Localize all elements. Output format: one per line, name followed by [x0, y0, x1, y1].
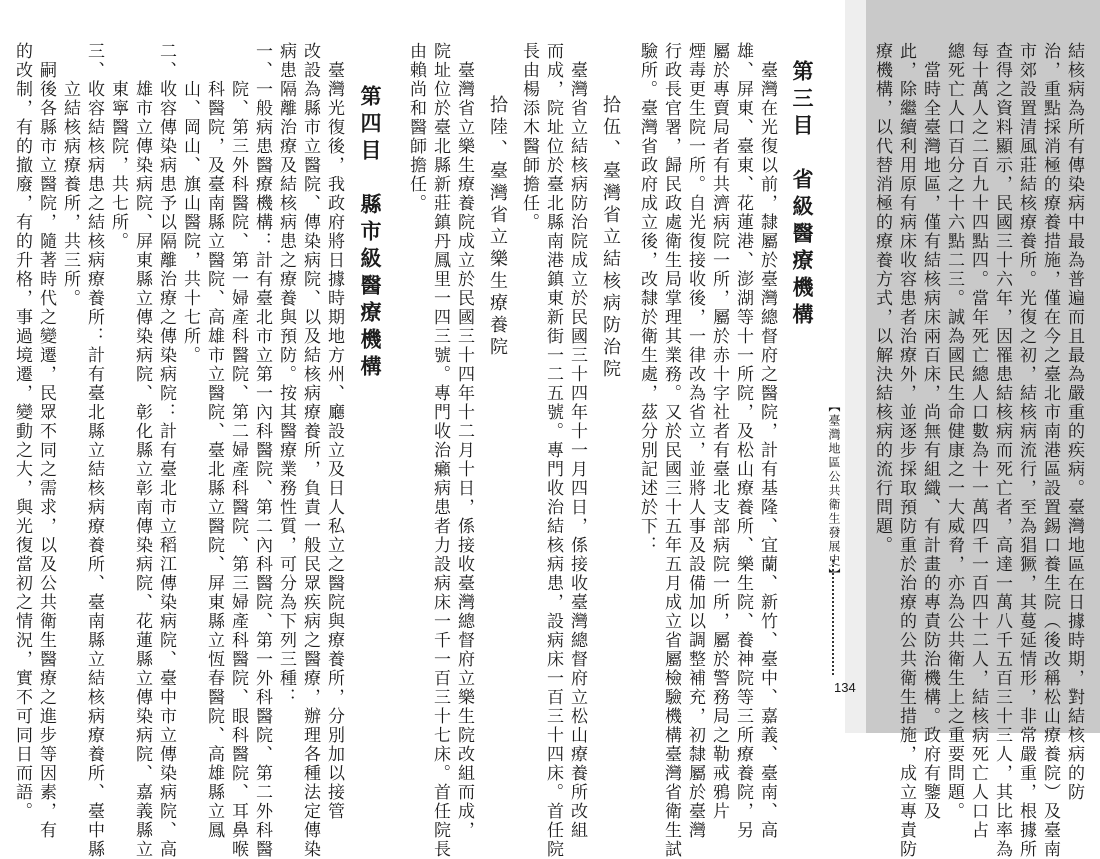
right-page-column: 療機構，以代替消極的療養方式，以解決結核病的流行問題。 — [872, 42, 892, 555]
section3-column: 雄、屏東、臺東、花蓮港、澎湖等十一所院，及松山療養所、樂生院、養神院等三所療養院，另 — [733, 42, 753, 840]
right-page-column: 此，除繼續利用原有病床收容患者治療外，並逐步採取預防重於治療的公共衛生措施，成立專責防 — [896, 42, 916, 859]
section4-column: 立結核病療養所，共三所。 — [60, 42, 80, 308]
page-number: 134 — [834, 680, 856, 695]
subsection-15-column: 而成，院址位於臺北縣南港鎮東新街一二五號。專門收治結核病患，設病床一百三十四床。首任院 — [543, 42, 563, 859]
right-page-column: 查得之資料顯示，民國三十六年，因罹患結核病而死亡者，高達一萬八千五百三十三人，其比率為 — [992, 42, 1012, 859]
right-page-column: 市郊設置清風莊結核療養所。光復之初，結核病流行，至為猖獗，其蔓延情形，非常嚴重，根據所 — [1016, 42, 1036, 859]
section4-column: 臺灣光復後，我政府將日據時期地方州、廳設立及日人私立之醫院與療養所，分別加以接管 — [324, 42, 344, 821]
subsection-16-column: 院址位於臺北縣新莊鎮丹鳳里一四三號。專門收治癩病患者力設病床一千一百三十七床。首任院長 — [430, 42, 450, 859]
section4-column: 一、一般病患醫療機構：計有臺北市立第一內科醫院、第二內科醫院、第一外科醫院、第二外科醫 — [252, 42, 272, 859]
subsection-15-column: 臺灣省立結核病防治院成立於民國三十四年十一月四日，係接收臺灣總督府立松山療養所改組 — [567, 42, 587, 840]
running-head: 【臺灣地區公共衛生發展史】 — [827, 400, 841, 582]
section4-column: 嗣後各縣市立醫院，隨著時代之變遷，民眾不同之需求，以及公共衛生醫療之進步等因素，有 — [36, 42, 56, 840]
right-page-column: 總死亡人口百分之十六點二三。誠為國民生命健康之一大威脅，亦為公共衛生上之重要問題。 — [944, 42, 964, 821]
section4-column: 的改制，有的撤廢，有的升格，事過境遷，變動之大，與光復當初之情況，實不可同日而語。 — [12, 42, 32, 821]
subsection-16-column: 由賴尚和醫師擔任。 — [406, 42, 426, 213]
subsection-16-title: 拾陸、臺灣省立樂生療養院 — [487, 95, 508, 359]
right-page-column: 每十萬人之二百九十四點四。當年死亡總人口數為十一萬四千一百四十二人，結核病死亡人口占 — [968, 42, 988, 840]
section4-column: 二、收容傳染病患予以隔離治療之傳染病院：計有臺北市立稻江傳染病院、臺中市立傳染病院、高 — [156, 42, 176, 859]
section3-column: 臺灣在光復以前，隸屬於臺灣總督府之醫院，計有基隆、宜蘭、新竹、臺中、嘉義、臺南、高 — [757, 42, 777, 840]
section-heading-4: 第四目 縣市級醫療機構 — [358, 85, 383, 382]
section4-column: 東寧醫院，共七所。 — [108, 42, 128, 251]
section4-column: 科醫院，及臺南縣立醫院、高雄市立醫院、臺北縣立醫院、屏東縣立恆春醫院、高雄縣立鳳 — [204, 42, 224, 840]
section4-column: 改設為縣市立醫院、傳染病院、以及結核病療養所，負責一般民眾疾病之醫療，辦理各種法定傳染 — [300, 42, 320, 859]
page-gutter — [845, 0, 866, 733]
section4-column: 山、岡山、旗山醫院，共十七所。 — [180, 42, 200, 365]
section4-column: 三、收容結核病患之結核病療養所：計有臺北縣立結核病療養所、臺南縣立結核病療養所、臺中縣 — [84, 42, 104, 859]
right-page-column: 治，重點採消極的療養措施，僅在今之臺北市南港區設置錫口養生院（後改稱松山療養院）及臺南 — [1040, 42, 1060, 859]
section3-column: 行政長官署，歸民政處衛生局掌理其業務。又於民國三十五年五月成立省屬檢驗機構臺灣省衛生試 — [661, 42, 681, 859]
dotted-leader — [832, 560, 836, 675]
right-page-column: 結核病為所有傳染病中最為普遍而且最為嚴重的疾病。臺灣地區在日據時期，對結核病的防 — [1064, 42, 1084, 802]
section3-column: 驗所。臺灣省政府成立後，改隸於衛生處，茲分別記述於下： — [637, 42, 657, 555]
right-page-column: 當時全臺灣地區，僅有結核病床兩百床，尚無有組織、有計畫的專責防治機構。政府有鑒及 — [920, 42, 940, 821]
section3-column: 煙毒更生院一所。自光復接收後，一律改為省立，並將人事及設備加以調整補充，初隸屬於臺灣 — [685, 42, 705, 840]
section4-column: 院、第三外科醫院、第一婦產科醫院、第二婦產科醫院、第三婦產科醫院、眼科醫院、耳鼻喉 — [228, 42, 248, 859]
section4-column: 雄市立傳染病院、屏東縣立傳染病院、彰化縣立彰南傳染病院、花蓮縣立傳染病院、嘉義縣立 — [132, 42, 152, 859]
subsection-15-title: 拾伍、臺灣省立結核病防治院 — [600, 95, 621, 381]
subsection-15-column: 長由楊添木醫師擔任。 — [519, 42, 539, 232]
section3-column: 屬於專賣局者有共濟病院一所，屬於赤十字社者有臺北支部病院一所，屬於警務局之勒戒鴉片 — [709, 42, 729, 821]
subsection-16-column: 臺灣省立樂生療養院成立於民國三十四年十二月十日，係接收臺灣總督府立樂生院改組而成， — [454, 42, 474, 840]
section4-column: 病患隔離治療及結核病患之療養與預防。按其醫療業務性質，可分為下列三種： — [276, 42, 296, 707]
section-heading-3: 第三目 省級醫療機構 — [790, 60, 815, 330]
